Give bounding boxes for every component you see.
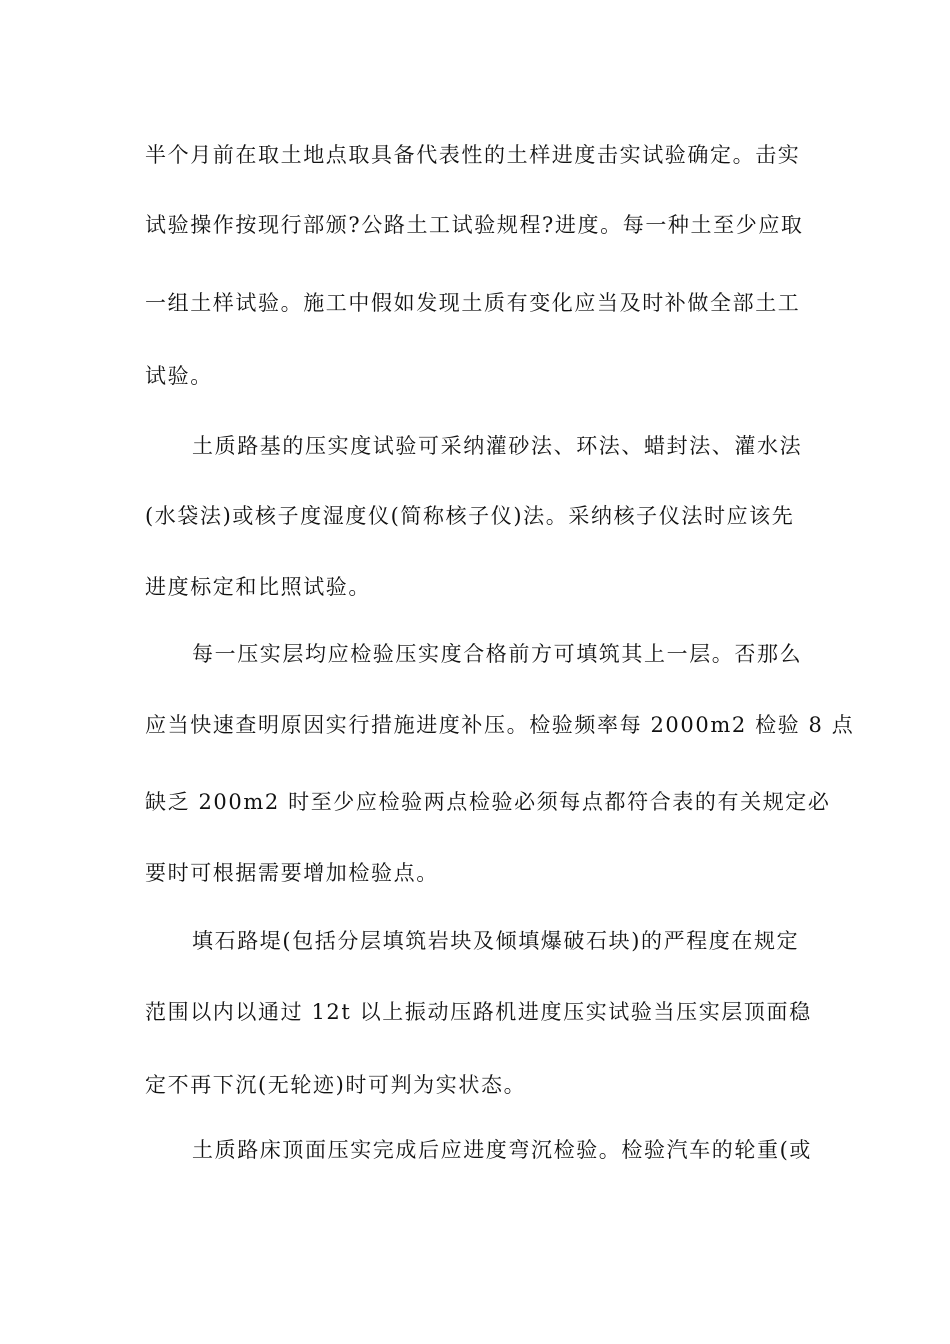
text-line: (水袋法)或核子度湿度仪(简称核子仪)法。采纳核子仪法时应该先 <box>145 504 795 528</box>
text-line: 进度标定和比照试验。 <box>145 575 371 599</box>
text-line: 范围以内以通过 12t 以上振动压路机进度压实试验当压实层顶面稳 <box>145 1000 812 1024</box>
text-line: 试验。 <box>145 364 213 388</box>
text-line: 要时可根据需要增加检验点。 <box>145 861 439 885</box>
paragraph-first-line: 填石路堤(包括分层填筑岩块及倾填爆破石块)的严程度在规定 <box>192 929 800 953</box>
text-line: 半个月前在取土地点取具备代表性的土样进度击实试验确定。击实 <box>145 143 801 167</box>
text-line: 应当快速查明原因实行措施进度补压。检验频率每 2000m2 检验 8 点 <box>145 713 855 737</box>
text-line: 缺乏 200m2 时至少应检验两点检验必须每点都符合表的有关规定必 <box>145 790 831 814</box>
paragraph-first-line: 土质路基的压实度试验可采纳灌砂法、环法、蜡封法、灌水法 <box>192 434 803 458</box>
paragraph-first-line: 土质路床顶面压实完成后应进度弯沉检验。检验汽车的轮重(或 <box>192 1138 812 1162</box>
paragraph-first-line: 每一压实层均应检验压实度合格前方可填筑其上一层。否那么 <box>192 642 803 666</box>
text-line: 定不再下沉(无轮迹)时可判为实状态。 <box>145 1073 527 1097</box>
text-line: 一组土样试验。施工中假如发现土质有变化应当及时补做全部土工 <box>145 291 801 315</box>
text-line: 试验操作按现行部颁?公路土工试验规程?进度。每一种土至少应取 <box>145 213 804 237</box>
